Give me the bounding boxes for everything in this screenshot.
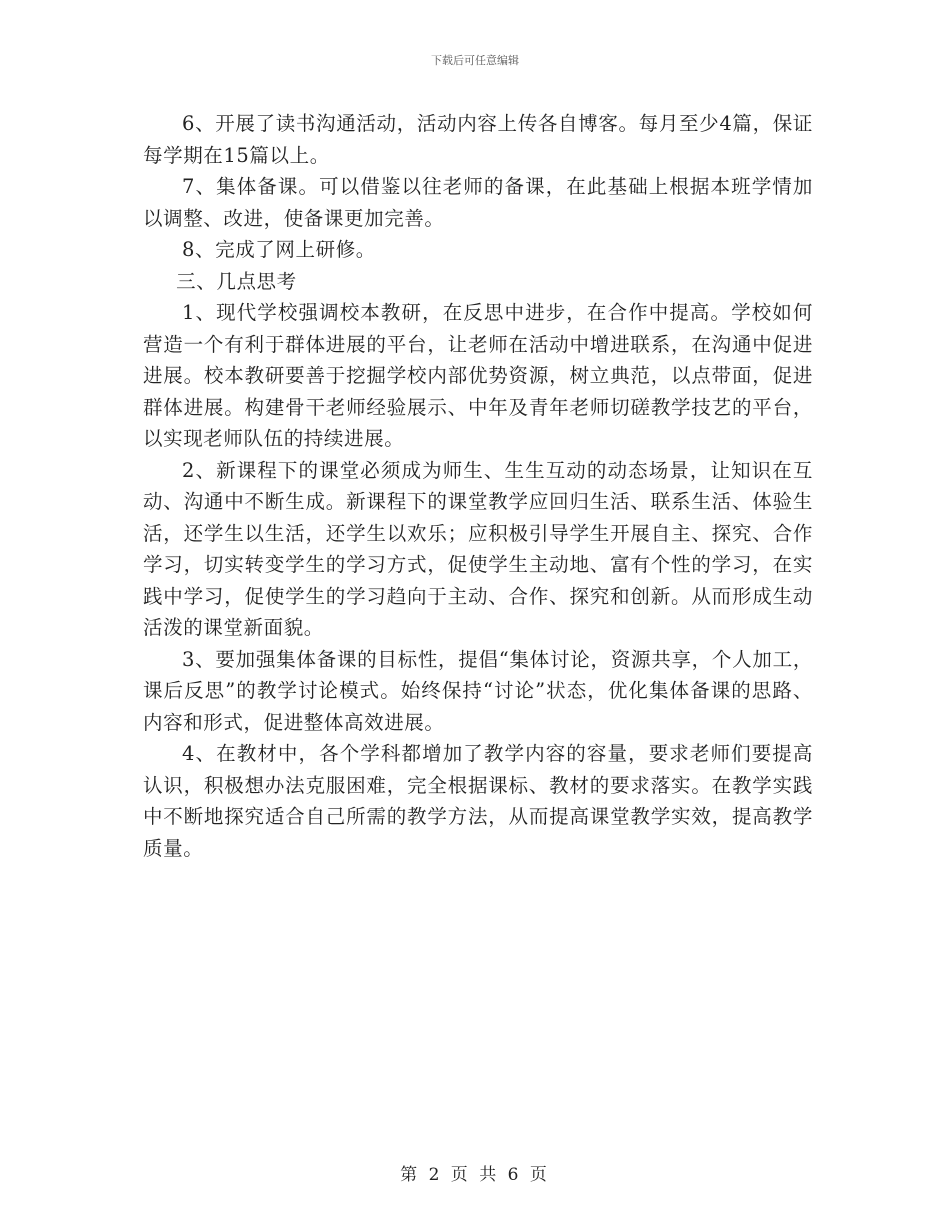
section-heading-three: 三、几点思考 <box>176 269 297 293</box>
paragraph-thought-2: 2、新课程下的课堂必须成为师生、生生互动的动态场景，让知识在互动、沟通中不断生成。新课程下的课堂教学应回归生活、联系生活、体验生活，还学生以生活，还学生以欢乐；应积极引导学生开展自主、探究、合作学习，切实转变学生的学习方式，促使学生主动地、富有个性的学习，在实践中学习，促使学生的学习趋向于主动、合作、探究和创新。从而形成生动活泼的课堂新面貌。 <box>143 458 813 639</box>
page-footer: 第 2 页 共 6 页 <box>400 1165 550 1185</box>
document-body <box>143 108 813 864</box>
page-header: 下载后可任意编辑 <box>431 54 519 67</box>
paragraph-item-8: 8、完成了网上研修。 <box>182 238 376 261</box>
paragraph-thought-4: 4、在教材中，各个学科都增加了教学内容的容量，要求老师们要提高认识，积极想办法克服困难，完全根据课标、教材的要求落实。在教学实践中不断地探究适合自己所需的教学方法，从而提高课堂教学实效，提高教学质量。 <box>143 742 813 860</box>
paragraph-item-7: 7、集体备课。可以借鉴以往老师的备课，在此基础上根据本班学情加以调整、改进，使备课更加完善。 <box>143 175 813 230</box>
paragraph-thought-1: 1、现代学校强调校本教研，在反思中进步，在合作中提高。学校如何营造一个有利于群体进展的平台，让老师在活动中增进联系，在沟通中促进进展。校本教研要善于挖掘学校内部优势资源，树立典范，以点带面，促进群体进展。构建骨干老师经验展示、中年及青年老师切磋教学技艺的平台，以实现老师队伍的持续进展。 <box>143 301 813 450</box>
paragraph-thought-3: 3、要加强集体备课的目标性，提倡“集体讨论，资源共享，个人加工，课后反思”的教学讨论模式。始终保持“讨论”状态，优化集体备课的思路、内容和形式，促进整体高效进展。 <box>143 647 813 734</box>
paragraph-item-6: 6、开展了读书沟通活动，活动内容上传各自博客。每月至少4篇，保证每学期在15篇以上。 <box>143 112 813 167</box>
